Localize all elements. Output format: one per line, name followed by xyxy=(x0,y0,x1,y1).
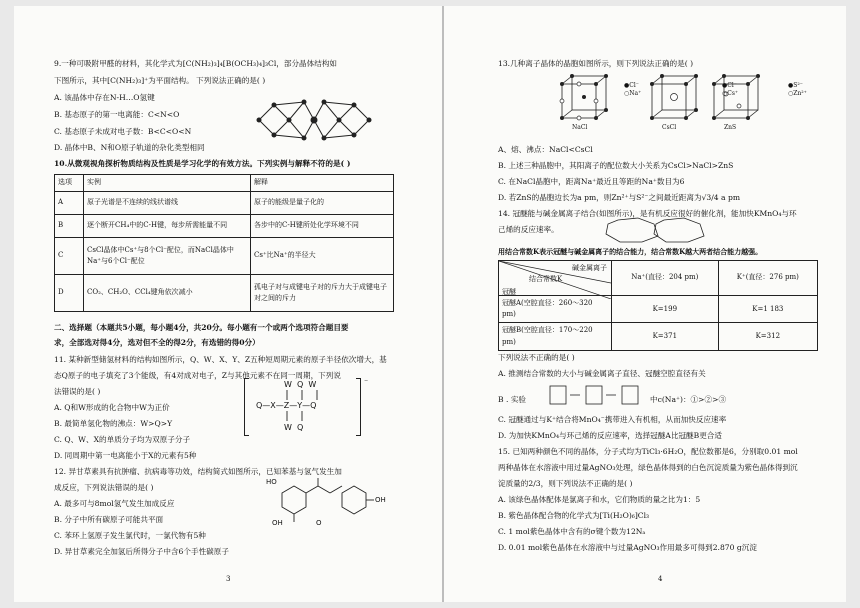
q14-stem: 14. 冠醚能与碱金属离子结合(如图所示)，是有机反应很好的催化剂，能加快KMnO₄与环 xyxy=(498,209,797,218)
cell-label-nacl: NaCl xyxy=(572,124,588,131)
label-ho: HO xyxy=(266,478,277,486)
legend-zns-cation: ○Zn²⁺ xyxy=(788,90,807,97)
q10-table xyxy=(54,174,394,312)
q9-stem: 9.一种可吸附甲醛的材料，其化学式为[C(NH₂)₃]₄[B(OCH₃)₄]₃Cl，部分晶体结构如 xyxy=(54,59,338,68)
row-reason: 原子的能级是量子化的 xyxy=(251,192,394,215)
q14-option-b-suffix: 中c(Na⁺)：①>②>③ xyxy=(650,395,727,404)
q12-structure xyxy=(264,474,394,530)
q9-option-d: D. 晶体中B、N和O原子轨道的杂化类型相同 xyxy=(54,143,205,152)
page-4 xyxy=(498,6,830,602)
q12-option-d: D. 异甘草素完全加氢后所得分子中含6个手性碳原子 xyxy=(54,547,229,556)
header-reason: 解释 xyxy=(251,175,394,192)
legend-nacl-anion: ●Cl⁻ xyxy=(624,82,639,89)
row-option: B xyxy=(55,215,84,238)
row-example: 原子光谱是不连续的线状谱线 xyxy=(84,192,251,215)
q14-option-c: C. 冠醚通过与K⁺结合将MnO₄⁻携带进入有机相，从而加快反应速率 xyxy=(498,415,727,424)
legend-zns-anion: ●S²⁻ xyxy=(788,82,803,89)
q12-option-c: C. 苯环上氢原子发生氯代时，一氯代物有5种 xyxy=(54,531,206,540)
row-option: C xyxy=(55,238,84,275)
label-oh-right: OH xyxy=(375,496,386,504)
struct-top: W Q W xyxy=(284,380,317,389)
header-example: 实例 xyxy=(84,175,251,192)
table-corner xyxy=(499,261,612,296)
section-2-title-2: 求，全部选对得4分，选对但不全的得2分，有选错的得0分） xyxy=(54,338,260,347)
page-number-right: 4 xyxy=(658,575,663,583)
q11-option-c: C. Q、W、X的单质分子均为双原子分子 xyxy=(54,435,191,444)
crown-ether-diagram xyxy=(598,216,708,244)
q12-stem: 12. 异甘草素具有抗肿瘤、抗病毒等功效，结构简式如图所示，已知苯基与氢气发生加 xyxy=(54,467,342,476)
q13-option-a: A、熔、沸点：NaCl<CsCl xyxy=(498,145,593,154)
experiment-diagram xyxy=(546,382,646,408)
q15-stem-2: 两种晶体在水溶液中用过量AgNO₃处理，绿色晶体得到的白色沉淀质量为紫色晶体得到沉 xyxy=(498,463,798,472)
row-reason: Cs⁺比Na⁺的半径大 xyxy=(251,238,394,275)
row-example: 逐个断开CH₄中的C-H键，每步所需能量不同 xyxy=(84,215,251,238)
q13-option-c: C. 在NaCl晶胞中，距离Na⁺最近且等距的Na⁺数目为6 xyxy=(498,177,685,186)
table-header xyxy=(55,175,394,192)
cell-label-cscl: CsCl xyxy=(662,124,677,131)
table-row xyxy=(55,275,394,312)
row-value-na: K=371 xyxy=(612,323,719,350)
table-row xyxy=(55,215,394,238)
q11-stem-2: 态Q原子的电子填充了3个能级，有4对成对电子，Z与其他元素不在同一周期，下列说 xyxy=(54,371,341,380)
q13-option-b: B. 上述三种晶胞中，其阳离子的配位数大小关系为CsCl>NaCl>ZnS xyxy=(498,161,734,170)
page-fold xyxy=(442,6,444,602)
q15-option-c: C. 1 mol紫色晶体中含有的σ键个数为12Nₐ xyxy=(498,527,646,536)
row-option: A xyxy=(55,192,84,215)
struct-charge: ⁻ xyxy=(364,377,369,386)
q11-structure xyxy=(244,377,369,438)
q15-stem-3: 淀质量的2/3，则下列说法不正确的是( ) xyxy=(498,479,633,488)
row-value-na: K=199 xyxy=(612,296,719,323)
col-na: Na⁺(直径：204 pm) xyxy=(612,261,719,296)
legend-cscl-anion: ●Cl⁻ xyxy=(722,82,737,89)
q12-option-a: A. 最多可与8mol氢气发生加成反应 xyxy=(54,499,175,508)
label-oh-bottom: OH xyxy=(272,519,283,527)
label-o: O xyxy=(316,519,322,527)
q14-stem-2: 己烯的反应速率。 xyxy=(498,225,559,234)
q14-option-d: D. 为加快KMnO₄与环己烯的反应速率，选择冠醚A比冠醚B更合适 xyxy=(498,431,722,440)
q11-stem-3: 法错误的是( ) xyxy=(54,387,101,396)
col-k: K⁺(直径：276 pm) xyxy=(718,261,817,296)
q15-option-a: A. 该绿色晶体配体是氯离子和水，它们物质的量之比为1：5 xyxy=(498,495,701,504)
corner-bot: 冠醚 xyxy=(502,288,516,296)
header-option: 选项 xyxy=(55,175,84,192)
struct-bonds xyxy=(244,378,364,438)
row-option: D xyxy=(55,275,84,312)
corner-top: 碱金属离子 xyxy=(572,264,607,272)
q9-option-c: C. 基态原子未成对电子数：B<C<O<N xyxy=(54,127,192,136)
table-row xyxy=(55,238,394,275)
q14-question: 下列说法不正确的是( ) xyxy=(498,353,575,362)
q11-option-b: B. 最简单氢化物的沸点：W>Q>Y xyxy=(54,419,173,428)
table-row xyxy=(499,296,818,323)
struct-mid: Q—X—Z—Y—Q xyxy=(256,401,317,410)
corner-mid: 结合常数K xyxy=(529,275,563,283)
table-header xyxy=(499,261,818,296)
q9-stem-2: 下图所示，其中[C(NH₂)₃]⁺为平面结构。 下列说法正确的是( ) xyxy=(54,76,266,85)
q12-option-b: B. 分子中所有碳原子可能共平面 xyxy=(54,515,164,524)
q15-option-b: B. 紫色晶体配合物的化学式为[Ti(H₂O)₆]Cl₃ xyxy=(498,511,650,520)
cell-label-zns: ZnS xyxy=(724,124,737,131)
q10-stem: 10.从微观视角探析物质结构及性质是学习化学的有效方法。下列实例与解释不符的是( ) xyxy=(54,159,351,168)
struct-bot: W Q xyxy=(284,423,304,432)
q12-stem-2: 成反应，下列说法错误的是( ) xyxy=(54,483,154,492)
section-2-title: 二、选择题（本题共5小题，每小题4分，共20分。每小题有一个或两个选项符合题目要 xyxy=(54,323,349,332)
row-name: 冠醚B(空腔直径：170～220 pm) xyxy=(499,323,612,350)
row-example: CO₂、CH₂O、CCl₄键角依次减小 xyxy=(84,275,251,312)
q14-table-caption: 用结合常数K表示冠醚与碱金属离子的结合能力，结合常数K越大两者结合能力越强。 xyxy=(498,247,763,256)
q15-option-d: D. 0.01 mol紫色晶体在水溶液中与过量AgNO₃作用最多可得到2.870 g沉淀 xyxy=(498,543,757,552)
q14-table xyxy=(498,260,818,351)
row-name: 冠醚A(空腔直径：260～320 pm) xyxy=(499,296,612,323)
table-row xyxy=(55,192,394,215)
q9-crystal-structure xyxy=(254,90,374,150)
row-example: CsCl晶体中Cs⁺与8个Cl⁻配位，而NaCl晶体中Na⁺与6个Cl⁻配位 xyxy=(84,238,251,275)
row-value-k: K=312 xyxy=(718,323,817,350)
q14-option-b-prefix: B . 实验 xyxy=(498,395,527,404)
legend-nacl-cation: ○Na⁺ xyxy=(624,90,642,97)
q13-option-d: D. 若ZnS的晶胞边长为a pm，则Zn²⁺与S²⁻之间最近距离为√3/4 a pm xyxy=(498,193,741,202)
table-row xyxy=(499,323,818,350)
page-number-left: 3 xyxy=(226,575,231,583)
q14-option-a: A. 推测结合常数的大小与碱金属离子直径、冠醚空腔直径有关 xyxy=(498,369,706,378)
q11-option-a: A. Q和W形成的化合物中W为正价 xyxy=(54,403,170,412)
q15-stem: 15. 已知两种颜色不同的晶体，分子式均为TiCl₃·6H₂O，配位数都是6，分别取0.01 mol xyxy=(498,447,798,456)
row-value-k: K=1 183 xyxy=(718,296,817,323)
row-reason: 各步中的C-H键所处化学环境不同 xyxy=(251,215,394,238)
q13-stem: 13.几种离子晶体的晶胞如图所示，则下列说法正确的是( ) xyxy=(498,59,694,68)
q9-option-a: A. 该晶体中存在N-H…O氢键 xyxy=(54,93,155,102)
q11-stem: 11. 某种新型储氢材料的结构如图所示，Q、W、X、Y、Z五种短周期元素的原子半径依次增大，基 xyxy=(54,355,387,364)
q9-option-b: B. 基态原子的第一电离能：C<N<O xyxy=(54,110,180,119)
exam-sheet xyxy=(14,6,846,602)
q11-option-d: D. 同周期中第一电离能小于X的元素有5种 xyxy=(54,451,197,460)
legend-cscl-cation: ○Cs⁺ xyxy=(722,90,739,97)
row-reason: 孤电子对与成键电子对的斥力大于成键电子对之间的斥力 xyxy=(251,275,394,312)
page-3 xyxy=(54,6,409,602)
